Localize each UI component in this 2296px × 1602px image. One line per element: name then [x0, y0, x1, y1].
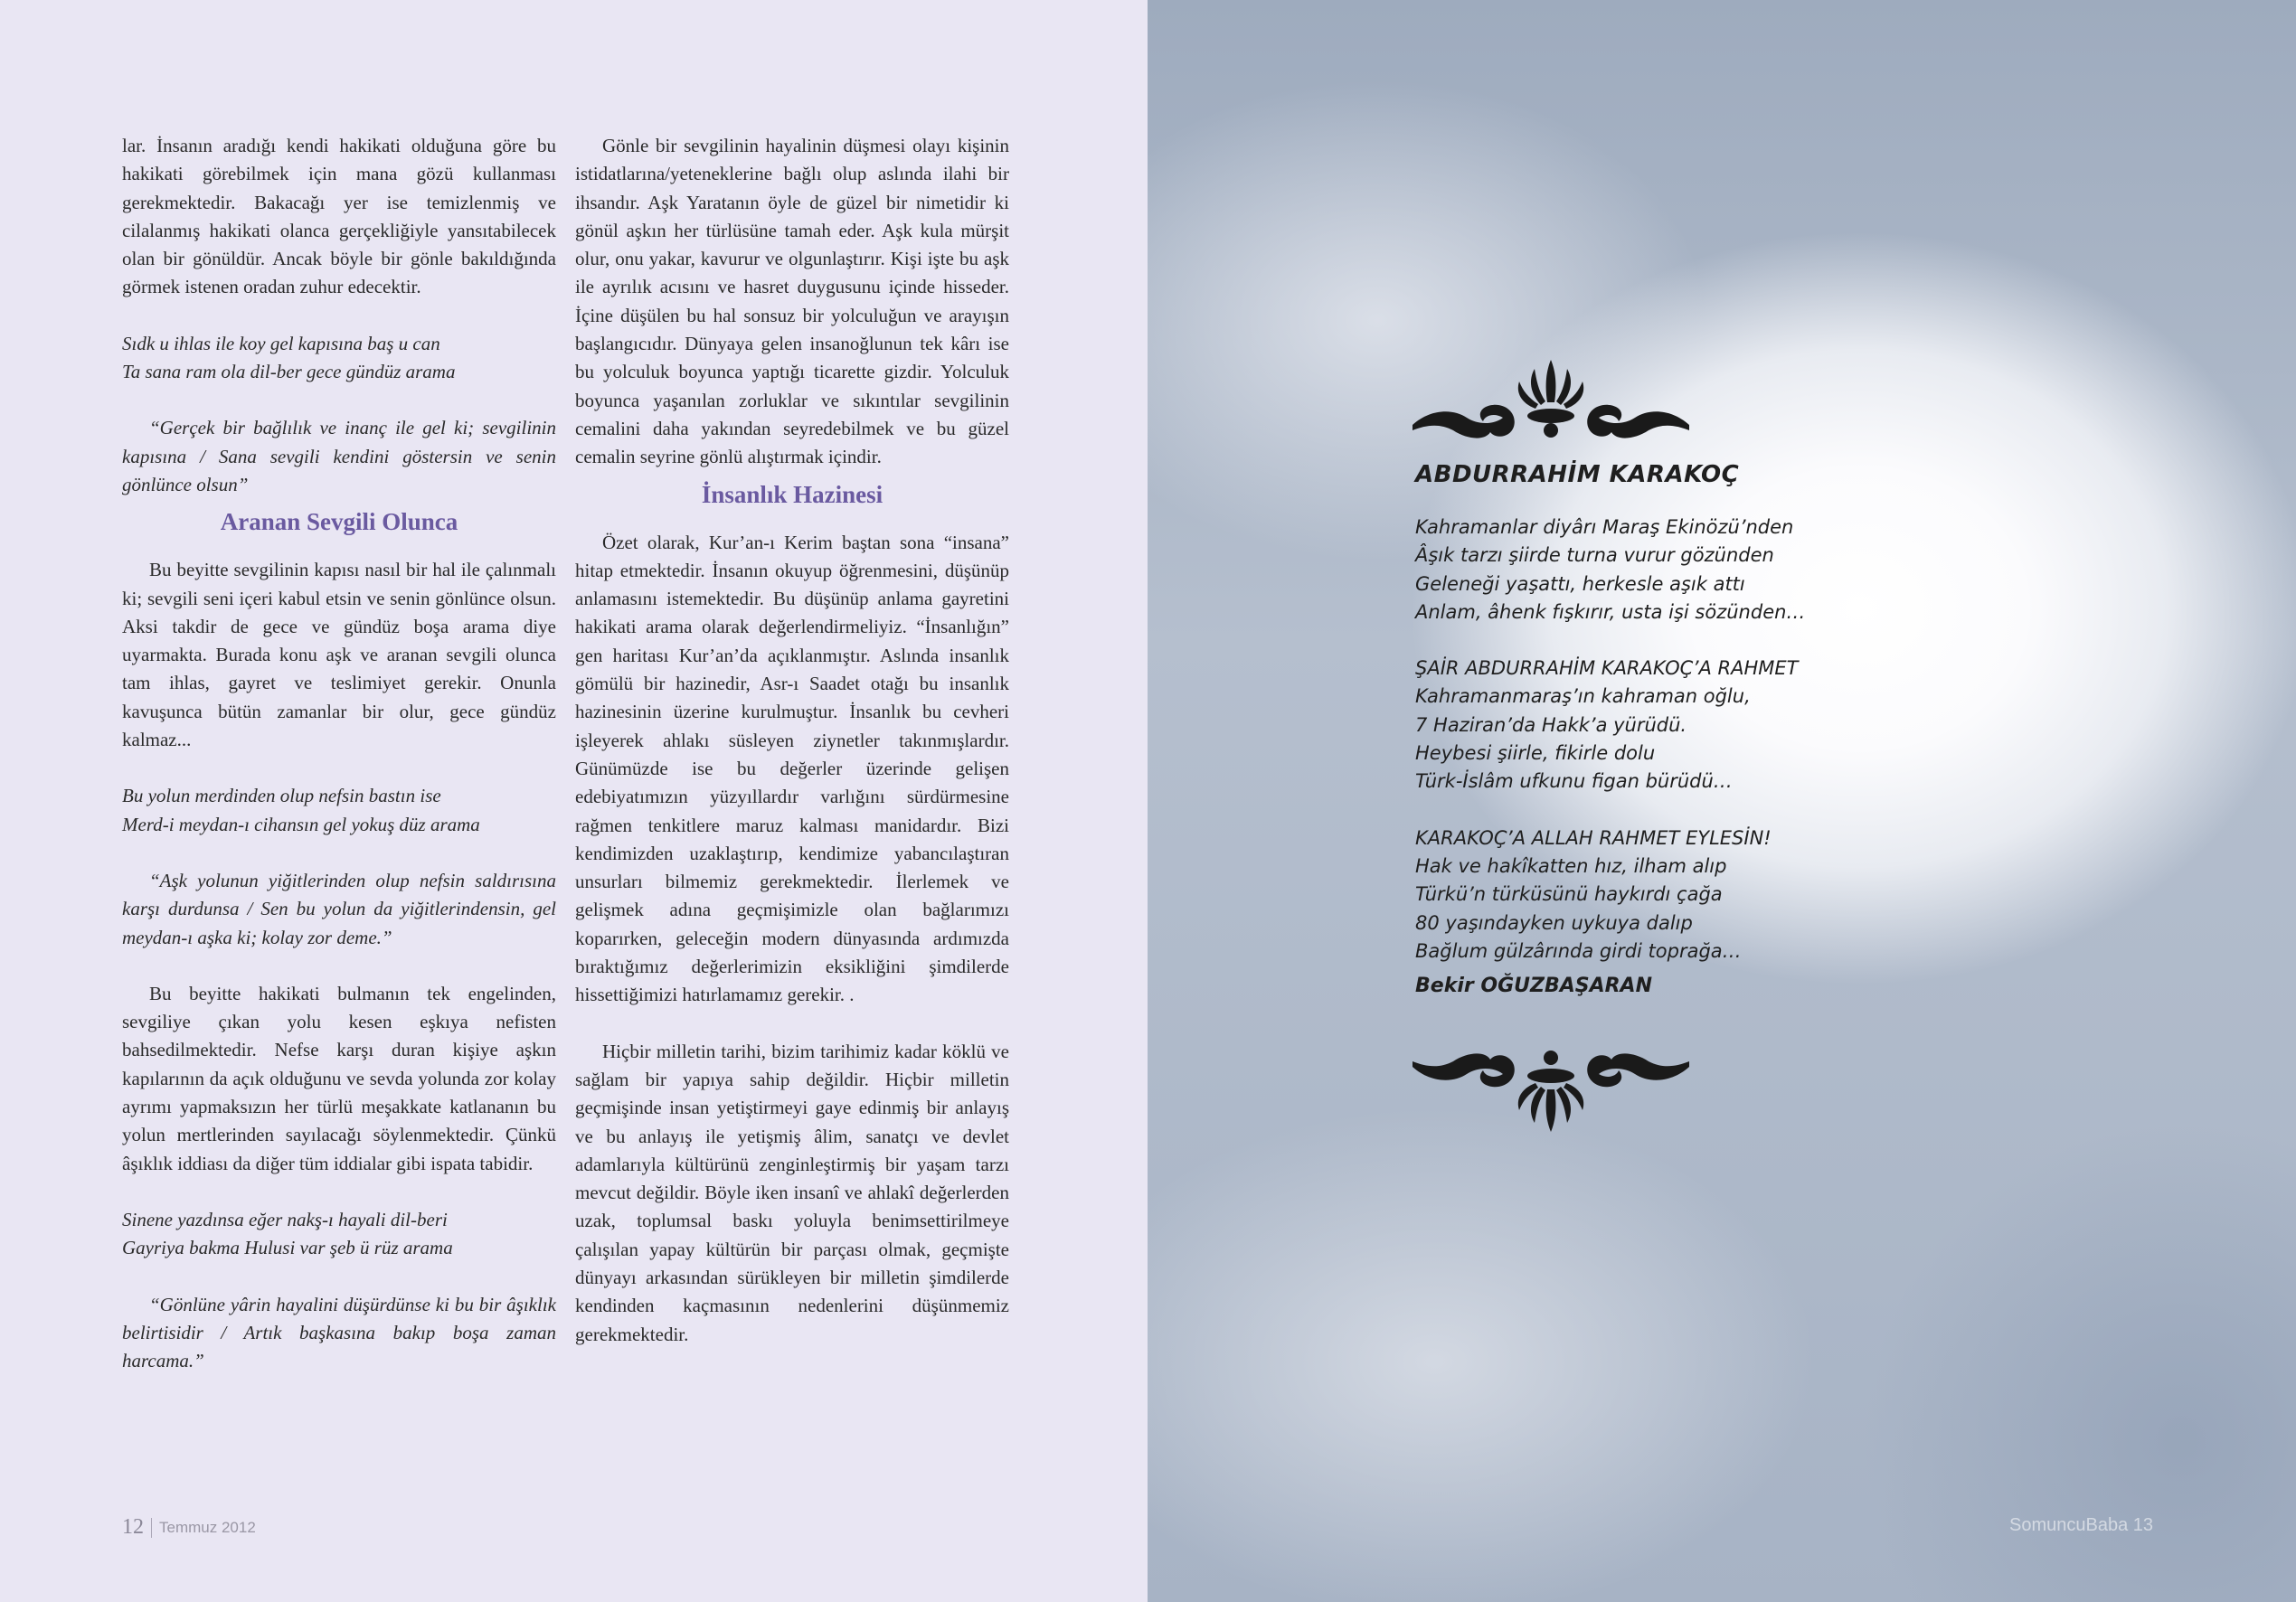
poem-line: Bağlum gülzârında girdi toprağa…: [1415, 939, 1742, 962]
paragraph-gap: [122, 952, 556, 980]
ornament-top-icon: [1413, 353, 1689, 443]
paragraph-gap: [122, 1178, 556, 1206]
paragraph-gap: [575, 1010, 1009, 1038]
poem-title: ABDURRAHİM KARAKOÇ: [1415, 461, 1740, 488]
poem-line: Türk-İslâm ufkunu figan bürüdü…: [1415, 770, 1733, 793]
issue-date: Temmuz 2012: [159, 1518, 256, 1536]
poem-stanza-3: [1415, 825, 1922, 966]
body-paragraph: Bu beyitte hakikati bulmanın tek engelinden, sevgiliye çıkan yolu kesen eşkıya nefisten bahsedilmektedir. Nefse karşı duran kişiye aşkın kapılarının da açık olduğunu ve sevda yolunda zor kolay ayrımı yapmaksızın her türlü meşakkate katlananın bu yolun mertlerinden sayılacağı söylenmektedir. Çünkü âşıklık iddiası da diğer tüm iddialar gibi ispata tabidir.: [122, 982, 556, 1174]
body-paragraph: Bu beyitte sevgilinin kapısı nasıl bir hal ile çalınmalı ki; sevgili seni içeri kabul etsin ve senin gönlünce olsun. Aksi takdir de gece ve gündüz boşa arama diye uyarmakta. Burada konu aşk ve aranan sevgili olunca tam ihlas, gayret ve teslimiyet gerekir. Onunla kavuşunca bütün zamanlar bir olur, gece gündüz kalmaz...: [122, 559, 556, 751]
poem-line: Kahramanmaraş’ın kahraman oğlu,: [1415, 685, 1751, 708]
paragraph-gap: [122, 839, 556, 867]
poem-line: Geleneği yaşattı, herkesle aşık attı: [1415, 572, 1745, 595]
poem-line: KARAKOÇ’A ALLAH RAHMET EYLESİN!: [1415, 826, 1772, 849]
verse-translation: “Gönlüne yârin hayalini düşürdünse ki bu bir âşıklık belirtisidir / Artık başkasına bakıp boşa zaman harcama.”: [122, 1293, 556, 1372]
verse-line: Ta sana ram ola dil-ber gece gündüz arama: [122, 361, 456, 383]
page-footer-left: [122, 1515, 256, 1540]
poem-block: [1415, 461, 1922, 997]
poem-line: 7 Haziran’da Hakk’a yürüdü.: [1415, 713, 1687, 736]
paragraph-gap: [122, 386, 556, 414]
footer-divider: [151, 1518, 152, 1538]
ornament-bottom-icon: [1413, 1049, 1689, 1139]
poem-stanza-1: [1415, 514, 1922, 627]
verse-translation: “Gerçek bir bağlılık ve inanç ile gel ki; sevgilinin kapısına / Sana sevgili kendini göstersin ve senin gönlünce olsun”: [122, 417, 556, 495]
verse-line: Gayriya bakma Hulusi var şeb ü rüz arama: [122, 1237, 453, 1259]
body-paragraph: Gönle bir sevgilinin hayalinin düşmesi olayı kişinin istidatlarına/yeteneklerine bağlı olup aslında ilahi bir ihsandır. Aşk Yaratanın öyle de güzel bir nimetidir ki gönül aşkın her türlüsüne tamah eder. Aşk kula mürşit olur, onu yakar, kavurur ve olgunlaştırır. Kişi işte bu aşk ile ayrılık acısını ve hasret duygusunu içinde hisseder. İçine düşülen bu hal sonsuz bir yolculuğun ve arayışın başlangıcıdır. Dünyaya gelen insanoğlunun tek kârı ise bu yolculuk boyunca yaptığı ticarette gizdir. Yolculuk boyunca yaşanılan zorluklar ve sıkıntılar sevgilinin cemalini daha yakından seyredebilmek ve bu güzel cemalin seyrine gönlü alıştırmak içindir.: [575, 135, 1009, 468]
verse-translation: “Aşk yolunun yiğitlerinden olup nefsin saldırısına karşı durdunsa / Sen bu yolun da yiğitlerindensin, gel meydan-ı aşka ki; kolay zor deme.”: [122, 869, 556, 948]
verse-line: Sinene yazdınsa eğer nakş-ı hayali dil-beri: [122, 1208, 448, 1230]
section-heading: İnsanlık Hazinesi: [701, 480, 883, 508]
paragraph-gap: [122, 302, 556, 330]
verse-line: Merd-i meydan-ı cihansın gel yokuş düz arama: [122, 813, 480, 835]
body-paragraph: Özet olarak, Kur’an-ı Kerim baştan sona “insana” hitap etmektedir. İnsanın okuyup öğrenmesini, düşünüp anlamasını istemektedir. Bu düşünüp anlama gayretini hakikati arama olarak değerlendirmeliyiz. “İnsanlığın” gen haritası Kur’an’da açıklanmıştır. Aslında insanlık gömülü bir hazinedir, Asr-ı Saadet otağı bu insanlık hazinesinin üzerine kurulmuştur. İnsanlık bu cevheri işleyerek ahlakı süsleyen ziynetler takınmışlardır. Günümüzde ise bu değerler üzerinde gelişen edebiyatımızın yüzyıllardır varlığını sürdürmesine rağmen tenkitlere maruz kalması manidardır. Bizi kendimizden uzaklaştırıp, kendimize yabancılaştıran unsurları bilmemiz gerekmektedir. İlerlemek ve gelişmek adına geçmişimizle olan bağlarımızı koparırken, geleceğin modern dünyasında ardımızda bıraktığımız değerlerimizin eksikliğini şimdilerde hissettiğimizi hatırlamamız gerekir. .: [575, 531, 1009, 1006]
verse-line: Bu yolun merdinden olup nefsin bastın ise: [122, 785, 441, 807]
verse-line: Sıdk u ihlas ile koy gel kapısına baş u can: [122, 332, 440, 354]
body-paragraph: Hiçbir milletin tarihi, bizim tarihimiz kadar köklü ve sağlam bir yapıya sahip değildir. Hiçbir milletin geçmişinde insan yetiştirmeyi gaye edinmiş bir anlayış ve bu anlayış ile yetişmiş âlim, sanatçı ve devlet adamlarıyla kültürünü zenginleştirmiş bir yaşam tarzı mevcut değildir. Böyle iken insanî ve ahlakî değerlerden uzak, toplumsal baskı yoluyla benimsettirilmeye çalışılan yapay kültürün bir parçası olmak, geçmişte dünyayı arkasından sürükleyen bir milletin şimdilerde kendinden kaçmasının nedenlerini düşünmemiz gerekmektedir.: [575, 1040, 1009, 1345]
body-paragraph: lar. İnsanın aradığı kendi hakikati olduğuna göre bu hakikati görebilmek için mana gözü kullanması gerekmektedir. Bakacağı yer ise temizlenmiş ve cilalanmış hakikati olanca gerçekliğiyle yansıtabilecek olan bir gönüldür. Ancak böyle bir gönle bakıldığında görmek istenen oradan zuhur edecektir.: [122, 135, 556, 298]
poem-line: Heybesi şiirle, fikirle dolu: [1415, 742, 1656, 765]
right-page: [1148, 0, 2296, 1602]
section-heading: Aranan Sevgili Olunca: [220, 508, 458, 536]
poem-line: Türkü’n türküsünü haykırdı çağa: [1415, 883, 1723, 906]
poem-line: 80 yaşındayken uykuya dalıp: [1415, 911, 1693, 934]
poem-author: Bekir OĞUZBAŞARAN: [1415, 975, 1652, 998]
poem-line: Hak ve hakîkatten hız, ilham alıp: [1415, 854, 1727, 877]
left-column-2: [575, 132, 1009, 1349]
poem-stanza-2: [1415, 655, 1922, 796]
paragraph-gap: [122, 754, 556, 782]
page-number: 12: [122, 1515, 144, 1539]
poem-line: ŞAİR ABDURRAHİM KARAKOÇ’A RAHMET: [1415, 657, 1799, 680]
paragraph-gap: [122, 1263, 556, 1291]
poem-line: Anlam, âhenk fışkırır, usta işi sözünden…: [1415, 600, 1806, 623]
page-footer-right: SomuncuBaba 13: [2009, 1515, 2154, 1535]
poem-line: Kahramanlar diyârı Maraş Ekinözü’nden: [1415, 516, 1794, 538]
left-column-1: [122, 132, 556, 1375]
poem-line: Âşık tarzı şiirde turna vurur gözünden: [1415, 544, 1774, 567]
